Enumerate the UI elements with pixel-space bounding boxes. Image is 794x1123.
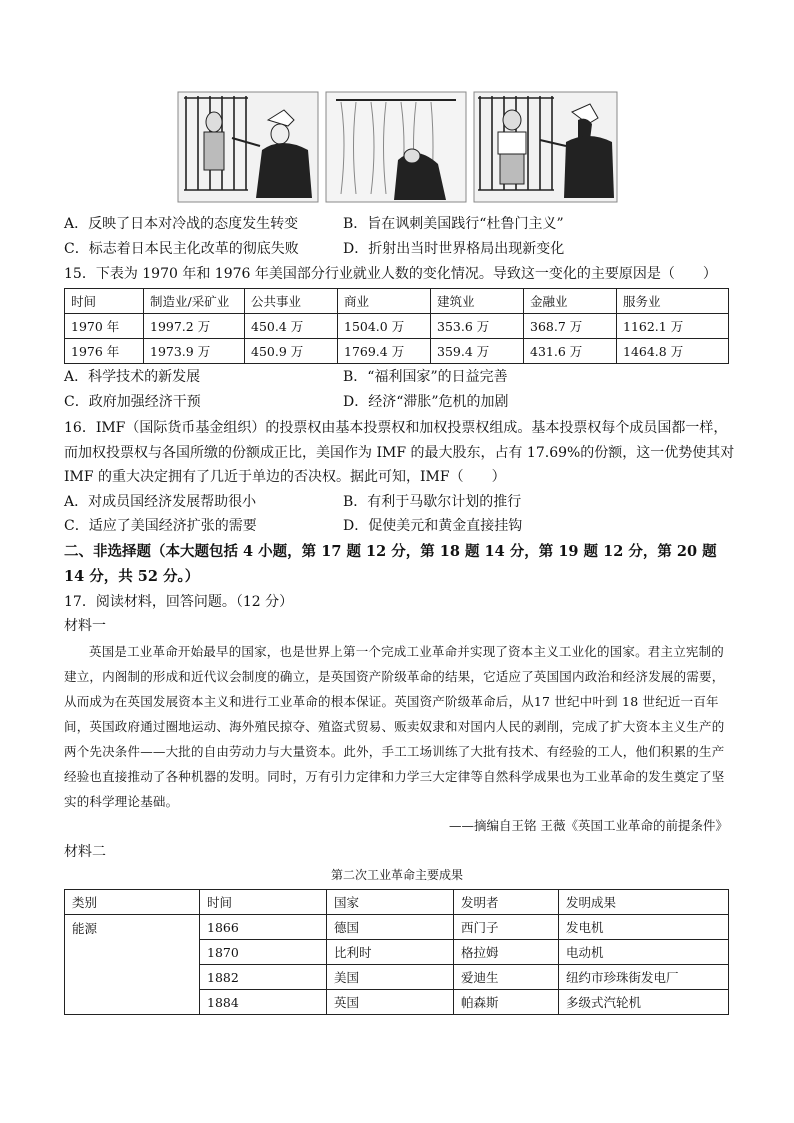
q14-option-a: A．反映了日本对冷战的态度发生转变 xyxy=(64,216,299,232)
table-cell: 发电机 xyxy=(559,915,729,940)
table-cell: 368.7 万 xyxy=(524,314,617,339)
table-cell: 1769.4 万 xyxy=(338,339,431,364)
header-cell: 制造业/采矿业 xyxy=(144,289,245,314)
table-cell: 1882 xyxy=(200,965,327,990)
second-industrial-revolution-table xyxy=(64,889,729,1015)
header-cell: 时间 xyxy=(65,289,144,314)
table-cell: 359.4 万 xyxy=(431,339,524,364)
table-row xyxy=(65,339,729,364)
section-2-heading-line-1: 二、非选择题（本大题包括 4 小题，第 17 题 12 分，第 18 题 14 分，第 19 题 12 分，第 20 题 xyxy=(64,543,717,560)
header-cell: 发明者 xyxy=(454,890,559,915)
table-cell: 1973.9 万 xyxy=(144,339,245,364)
header-cell: 建筑业 xyxy=(431,289,524,314)
table-header-row xyxy=(65,289,729,314)
table-cell: 1976 年 xyxy=(65,339,144,364)
table-cell: 1866 xyxy=(200,915,327,940)
table-cell: 1870 xyxy=(200,940,327,965)
table-header-row xyxy=(65,890,729,915)
category-cell: 能源 xyxy=(65,915,200,1015)
table-cell: 比利时 xyxy=(327,940,454,965)
header-cell: 类别 xyxy=(65,890,200,915)
table-cell: 1970 年 xyxy=(65,314,144,339)
table-cell: 1464.8 万 xyxy=(617,339,729,364)
q15-option-c: C．政府加强经济干预 xyxy=(64,394,201,410)
table-cell: 1162.1 万 xyxy=(617,314,729,339)
section-2-heading-line-2: 14 分，共 52 分。） xyxy=(64,568,200,585)
q15-employment-table xyxy=(64,288,729,364)
table-cell: 电动机 xyxy=(559,940,729,965)
political-cartoon xyxy=(176,90,619,204)
q16-option-b: B．有利于马歇尔计划的推行 xyxy=(343,494,522,510)
table-cell: 英国 xyxy=(327,990,454,1015)
header-cell: 国家 xyxy=(327,890,454,915)
material-1-source: ——摘编自王铭 王薇《英国工业革命的前提条件》 xyxy=(449,818,728,833)
header-cell: 金融业 xyxy=(524,289,617,314)
header-cell: 发明成果 xyxy=(559,890,729,915)
q15-stem: 15．下表为 1970 年和 1976 年美国部分行业就业人数的变化情况。导致这一变化的主要原因是（ ） xyxy=(64,266,717,282)
table-cell: 西门子 xyxy=(454,915,559,940)
cartoon-panel-1 xyxy=(178,92,318,202)
table-cell: 450.4 万 xyxy=(245,314,338,339)
q14-option-b: B．旨在讽刺美国践行“杜鲁门主义” xyxy=(343,216,564,232)
table-cell: 德国 xyxy=(327,915,454,940)
q16-stem-line-1: 16．IMF（国际货币基金组织）的投票权由基本投票权和加权投票权组成。基本投票权每个成员国都一样， xyxy=(64,420,728,436)
table-cell: 纽约市珍珠街发电厂 xyxy=(559,965,729,990)
q17-title: 17．阅读材料，回答问题。（12 分） xyxy=(64,594,294,610)
q15-option-d: D．经济“滞胀”危机的加剧 xyxy=(343,394,509,410)
q16-stem-line-3: IMF 的重大决定拥有了几近于单边的否决权。据此可知，IMF（ ） xyxy=(64,469,506,485)
table-cell: 格拉姆 xyxy=(454,940,559,965)
table-row xyxy=(65,314,729,339)
q16-stem-line-2: 而加权投票权与各国所缴的份额成正比，美国作为 IMF 的最大股东，占有 17.69%的份额，这一优势使其对 xyxy=(64,445,735,461)
table-cell: 1884 xyxy=(200,990,327,1015)
table-cell: 爱迪生 xyxy=(454,965,559,990)
table-cell: 美国 xyxy=(327,965,454,990)
q15-option-b: B．“福利国家”的日益完善 xyxy=(343,369,508,385)
header-cell: 公共事业 xyxy=(245,289,338,314)
table-cell: 1504.0 万 xyxy=(338,314,431,339)
header-cell: 时间 xyxy=(200,890,327,915)
q15-option-a: A．科学技术的新发展 xyxy=(64,369,201,385)
q16-option-a: A．对成员国经济发展帮助很小 xyxy=(64,494,257,510)
table-caption: 第二次工业革命主要成果 xyxy=(330,868,463,882)
header-cell: 商业 xyxy=(338,289,431,314)
table-cell: 431.6 万 xyxy=(524,339,617,364)
table-cell: 帕森斯 xyxy=(454,990,559,1015)
q16-option-c: C．适应了美国经济扩张的需要 xyxy=(64,518,257,534)
table-cell: 450.9 万 xyxy=(245,339,338,364)
material-1-text: 英国是工业革命开始最早的国家，也是世界上第一个完成工业革命并实现了资本主义工业化的国家。君主立宪制的建立，内阁制的形成和近代议会制度的确立，是英国资产阶级革命的结果，它适应了英国国内政治和经济发展的需要，从而成为在英国发展资本主义和进行工业革命的根本保证。英国资产阶级革命后，从17 世纪中叶到 18 世纪近一百年间，英国政府通过圈地运动、海外殖民掠夺、殖盗式贸易、贩卖奴隶和对国内人民的剥削，完成了扩大资本主义生产的两个先决条件——大批的自由劳动力与大量资本。此外，手工工场训练了大批有技术、有经验的工人，他们积累的生产经验也直接推动了各种机器的发明。同时，万有引力定律和力学三大定律等自然科学成果也为工业革命的发生奠定了坚实的科学理论基础。 xyxy=(64,644,725,809)
q16-option-d: D．促使美元和黄金直接挂钩 xyxy=(343,518,523,534)
table-row xyxy=(65,915,729,940)
table-cell: 1997.2 万 xyxy=(144,314,245,339)
q14-option-c: C．标志着日本民主化改革的彻底失败 xyxy=(64,241,299,257)
table-cell: 353.6 万 xyxy=(431,314,524,339)
material-1-label: 材料一 xyxy=(64,618,106,634)
q14-option-d: D．折射出当时世界格局出现新变化 xyxy=(343,241,565,257)
table-cell: 多级式汽轮机 xyxy=(559,990,729,1015)
material-2-label: 材料二 xyxy=(64,844,106,860)
header-cell: 服务业 xyxy=(617,289,729,314)
cartoon-panel-2 xyxy=(326,92,466,202)
cartoon-panel-3 xyxy=(474,92,617,202)
